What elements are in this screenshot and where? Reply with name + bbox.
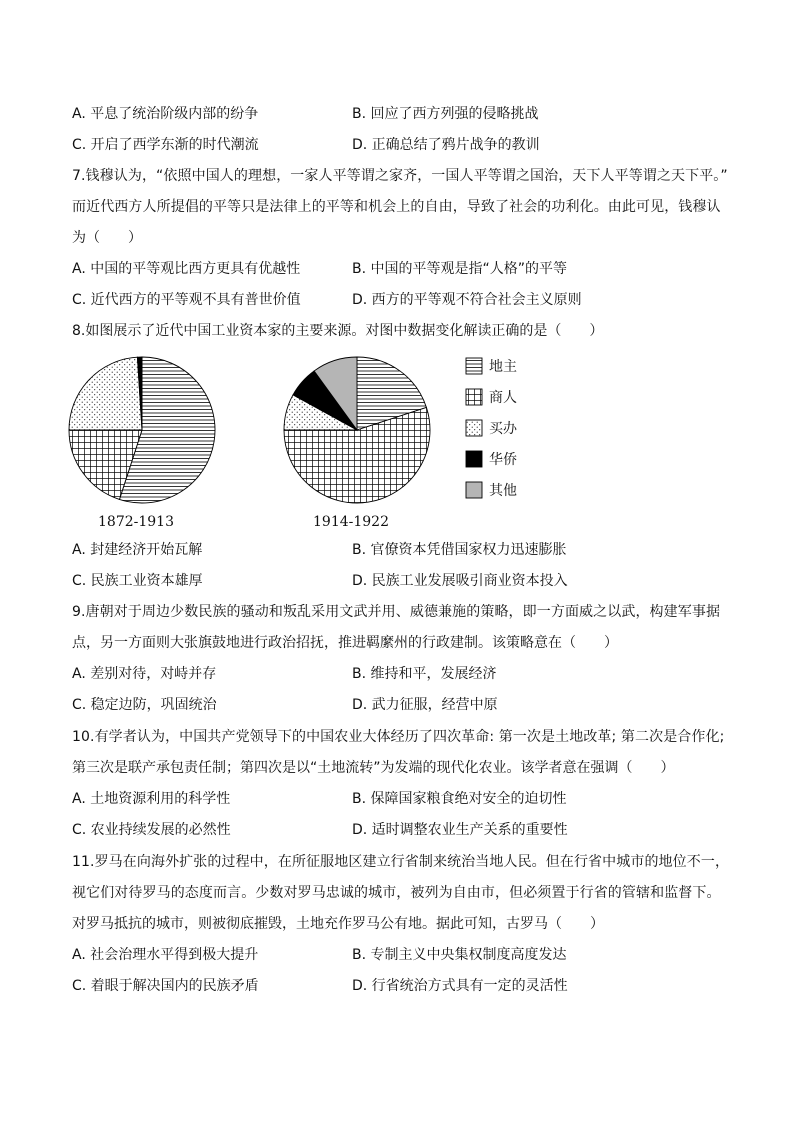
q7-option-d: D. 西方的平等观不符合社会主义原则 bbox=[352, 292, 582, 308]
q7-stem-line-2: 而近代西方人所提倡的平等只是法律上的平等和机会上的自由，导致了社会的功利化。由此可见，钱穆认 bbox=[72, 199, 721, 215]
q11-option-c: C. 着眼于解决国内的民族矛盾 bbox=[72, 978, 259, 994]
q8-option-b: B. 官僚资本凭借国家权力迅速膨胀 bbox=[352, 542, 567, 558]
q9-option-b: B. 维持和平，发展经济 bbox=[352, 666, 497, 682]
q10-option-a: A. 土地资源利用的科学性 bbox=[72, 791, 231, 807]
q9-option-d: D. 武力征服，经营中原 bbox=[352, 697, 498, 713]
pie-2-year-label: 1914-1922 bbox=[313, 514, 389, 530]
legend-swatch-5 bbox=[466, 482, 482, 498]
legend-swatch-2 bbox=[466, 389, 482, 405]
q10-stem-line-2: 第三次是联产承包责任制；第四次是以“土地流转”为发端的现代化农业。该学者意在强调（ ） bbox=[72, 760, 675, 776]
q7-option-b: B. 中国的平等观是指“人格”的平等 bbox=[352, 261, 568, 277]
q6-option-d: D. 正确总结了鸦片战争的教训 bbox=[352, 137, 540, 153]
q10-option-b: B. 保障国家粮食绝对安全的迫切性 bbox=[352, 791, 567, 807]
q6-option-c: C. 开启了西学东渐的时代潮流 bbox=[72, 137, 259, 153]
legend-label-3: 买办 bbox=[489, 421, 517, 437]
q10-option-c: C. 农业持续发展的必然性 bbox=[72, 822, 231, 838]
q6-option-b: B. 回应了西方列强的侵略挑战 bbox=[352, 106, 539, 122]
q9-stem-line-1: 9.唐朝对于周边少数民族的骚动和叛乱采用文武并用、威德兼施的策略，即一方面威之以武，构建军事据 bbox=[72, 604, 721, 620]
legend-label-5: 其他 bbox=[489, 483, 517, 499]
legend-swatch-4 bbox=[466, 451, 482, 467]
q11-option-d: D. 行省统治方式具有一定的灵活性 bbox=[352, 978, 568, 994]
pie-1-slice-3 bbox=[69, 357, 142, 430]
pie-charts-figure bbox=[66, 346, 536, 536]
q7-option-a: A. 中国的平等观比西方更具有优越性 bbox=[72, 261, 301, 277]
q8-option-a: A. 封建经济开始瓦解 bbox=[72, 542, 203, 558]
q9-option-a: A. 差别对待，对峙并存 bbox=[72, 666, 217, 682]
pie-1-year-label: 1872-1913 bbox=[98, 514, 174, 530]
q9-option-c: C. 稳定边防，巩固统治 bbox=[72, 697, 217, 713]
q8-option-c: C. 民族工业资本雄厚 bbox=[72, 573, 203, 589]
legend-swatch-1 bbox=[466, 358, 482, 374]
q8-stem: 8.如图展示了近代中国工业资本家的主要来源。对图中数据变化解读正确的是（ ） bbox=[72, 323, 604, 339]
q9-stem-line-2: 点，另一方面则大张旗鼓地进行政治招抚，推进羁縻州的行政建制。该策略意在（ ） bbox=[72, 635, 618, 651]
q11-stem-line-3: 对罗马抵抗的城市，则被彻底摧毁，土地充作罗马公有地。据此可知，古罗马（ ） bbox=[72, 916, 604, 932]
q8-option-d: D. 民族工业发展吸引商业资本投入 bbox=[352, 573, 568, 589]
q11-stem-line-1: 11.罗马在向海外扩张的过程中，在所征服地区建立行省制来统治当地人民。但在行省中城市的地位不一， bbox=[72, 854, 730, 870]
legend-label-4: 华侨 bbox=[489, 452, 517, 468]
q11-option-b: B. 专制主义中央集权制度高度发达 bbox=[352, 947, 567, 963]
legend-swatch-3 bbox=[466, 420, 482, 436]
q7-stem-line-3: 为（ ） bbox=[72, 230, 142, 246]
q11-option-a: A. 社会治理水平得到极大提升 bbox=[72, 947, 259, 963]
legend-label-1: 地主 bbox=[489, 359, 517, 375]
legend-label-2: 商人 bbox=[489, 390, 517, 406]
q10-stem-line-1: 10.有学者认为，中国共产党领导下的中国农业大体经历了四次革命: 第一次是土地改革; 第二次是合作化; bbox=[72, 729, 725, 745]
q6-option-a: A. 平息了统治阶级内部的纷争 bbox=[72, 106, 259, 122]
q10-option-d: D. 适时调整农业生产关系的重要性 bbox=[352, 822, 568, 838]
q7-option-c: C. 近代西方的平等观不具有普世价值 bbox=[72, 292, 301, 308]
q11-stem-line-2: 视它们对待罗马的态度而言。少数对罗马忠诚的城市，被列为自由市，但必须置于行省的管辖和监督下。 bbox=[72, 885, 721, 901]
q7-stem-line-1: 7.钱穆认为，“依照中国人的理想，一家人平等谓之家齐，一国人平等谓之国治，天下人平等谓之天下平。” bbox=[72, 168, 728, 184]
